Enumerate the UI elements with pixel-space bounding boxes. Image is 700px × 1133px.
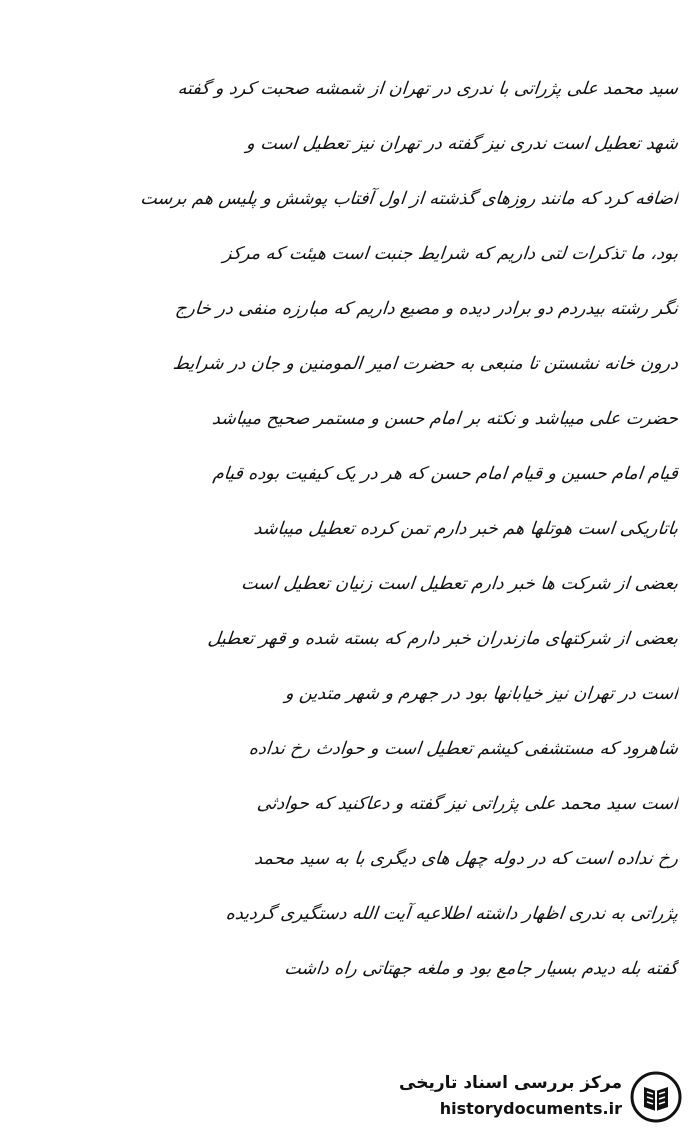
- text-line: نگر رشته بیدردم دو برادر دیده و مصیع داریم که مبارزه منفی در خارج: [174, 299, 680, 319]
- text-line: است سید محمد علی پژراتی نیز گفته و دعاکنید که حوادثی: [256, 794, 680, 814]
- text-line: شاهرود که مستشفی کیشم تعطیل است و حوادث رخ نداده: [247, 739, 680, 759]
- text-line: است در تهران نیز خیابانها بود در جهرم و شهر متدین و: [284, 684, 680, 704]
- text-line: شهد تعطیل است ندری نیز گفته در تهران نیز تعطیل است و: [245, 134, 680, 154]
- book-logo-icon: [630, 1071, 682, 1123]
- text-line: باتاریکی است هوتلها هم خبر دارم تمن کرده تعطیل میباشد: [252, 519, 680, 539]
- watermark-footer: [386, 1067, 686, 1127]
- text-line: گفته بله دیدم بسیار جامع بود و ملغه جهتاتی راه داشت: [283, 959, 680, 979]
- text-line: قیام امام حسین و قیام امام حسن که هر در یک کیفیت بوده قیام: [212, 464, 680, 484]
- text-line: سید محمد علی پژراتی با ندری در تهران از شمشه صحبت کرد و گفته: [176, 79, 680, 99]
- text-line: پژراتی به ندری اظهار داشته اطلاعیه آیت الله دستگیری گردیده: [224, 904, 680, 924]
- text-line: اضافه کرد که مانند روزهای گذشته از اول آفتاب پوشش و پلیس هم برست: [139, 189, 680, 209]
- text-line: بعضی از شرکتهای مازندران خبر دارم که بسته شده و قهر تعطیل: [206, 629, 680, 649]
- text-line: درون خانه نشستن تا منبعی به حضرت امیر المومنین و جان در شرایط: [171, 354, 680, 374]
- text-line: بعضی از شرکت ها خبر دارم تعطیل است زنیان تعطیل است: [240, 574, 680, 594]
- text-line: حضرت علی میباشد و نکته بر امام حسن و مستمر صحیح میباشد: [211, 409, 680, 429]
- handwritten-text-block: [18, 62, 678, 997]
- archive-url: historydocuments.ir: [439, 1099, 622, 1118]
- text-line: رخ نداده است که در دوله چهل های دیگری با به سید محمد: [253, 849, 680, 869]
- archive-title: مرکز بررسی اسناد تاریخی: [399, 1073, 622, 1093]
- text-line: بود، ما تذکرات لتی داریم که شرایط جنبت است هیئت که مرکز: [222, 244, 680, 264]
